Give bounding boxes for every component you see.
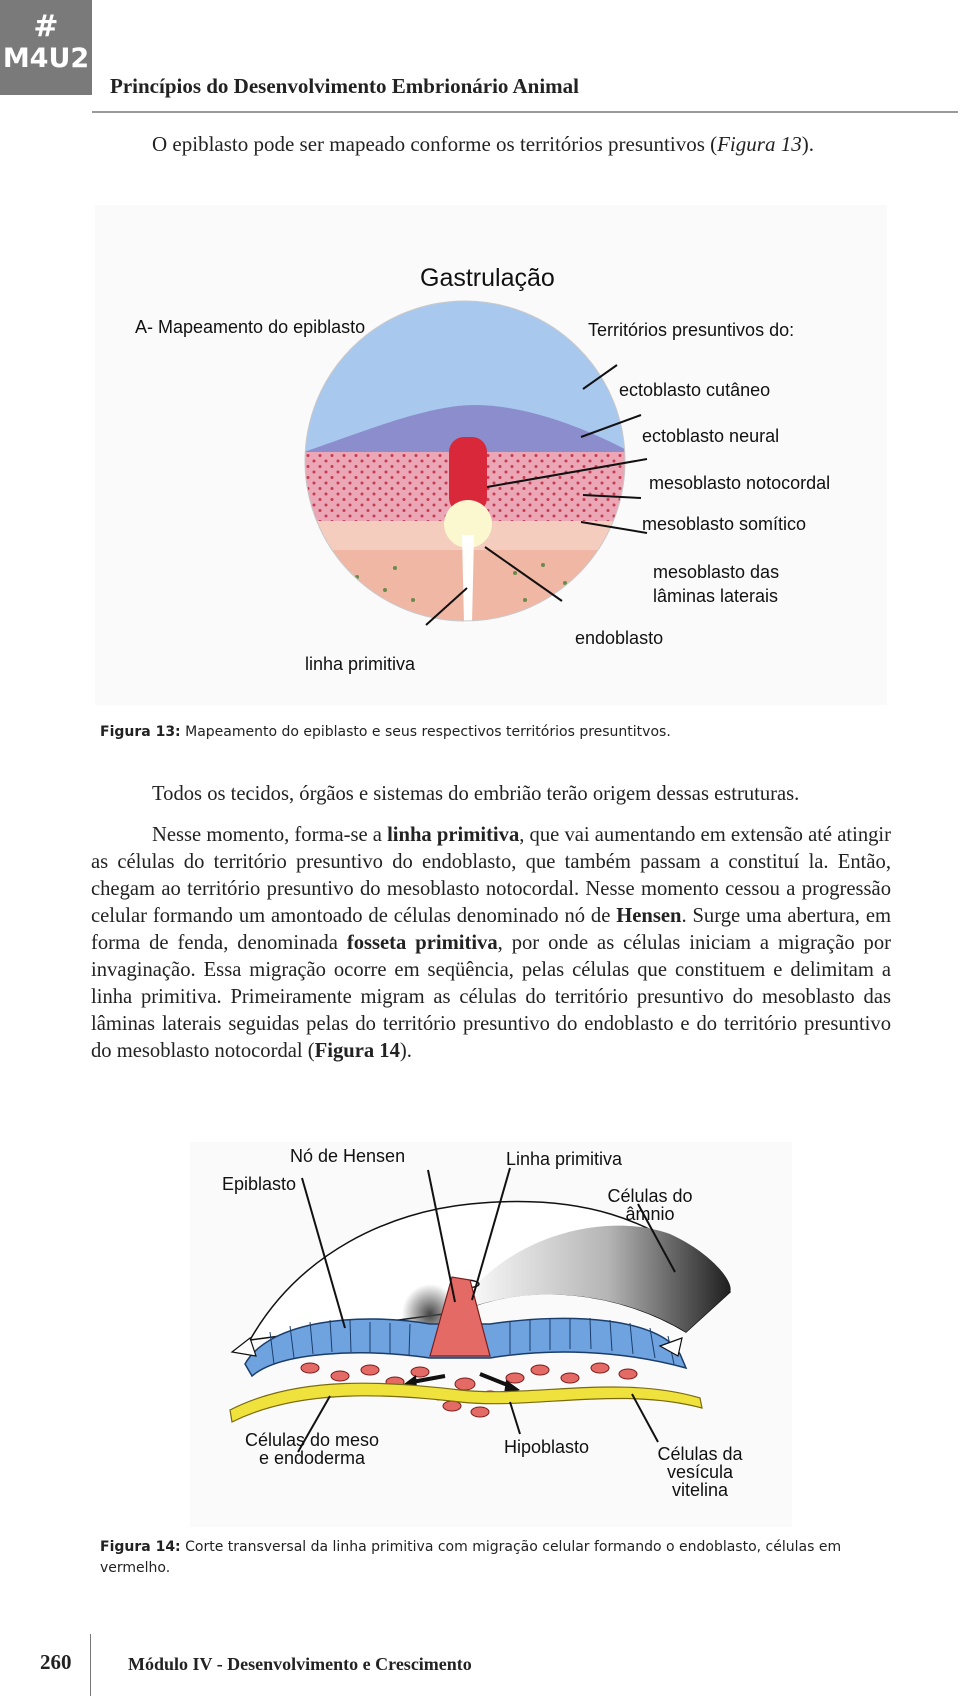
primitive-streak: [462, 535, 474, 623]
term-linha-primitiva: linha primitiva: [387, 824, 520, 846]
label-primitive-streak: linha primitiva: [305, 654, 416, 674]
label-mesoblast-somitic: mesoblasto somítico: [642, 514, 807, 534]
figure-13-title: Gastrulação: [420, 264, 555, 292]
tab-symbol: #: [33, 9, 59, 44]
chapter-title: Princípios do Desenvolvimento Embrionário Animal: [110, 74, 580, 98]
figure-14-caption-text: Corte transversal da linha primitiva com migração celular formando o endoblasto, células em vermelho.: [100, 1539, 842, 1576]
label-meso-endoderm-2: e endoderma: [258, 1448, 366, 1468]
figure-13-caption-label: Figura 13:: [100, 724, 181, 740]
territories-heading: Territórios presuntivos do:: [588, 320, 795, 340]
label-ectoblast-cutaneous: ectoblasto cutâneo: [619, 380, 771, 400]
page-number: 260: [40, 1650, 72, 1674]
intro-sentence: [152, 132, 814, 157]
paragraph-1: [91, 781, 891, 808]
footer-divider: [90, 1634, 91, 1696]
header-divider: [92, 111, 958, 113]
label-amnion-2: âmnio: [625, 1204, 675, 1224]
paragraph-2-part-1: Nesse momento, forma-se a: [152, 824, 388, 846]
label-yolk-sac-2: vesícula: [666, 1462, 734, 1482]
label-mesoblast-notochordal: mesoblasto notocordal: [649, 473, 831, 493]
label-primitive-line: Linha primitiva: [506, 1149, 623, 1169]
paragraph-1-text: Todos os tecidos, órgãos e sistemas do embrião terão origem dessas estruturas.: [152, 783, 800, 805]
intro-text-before: O epiblasto pode ser mapeado conforme os territórios presuntivos (: [152, 132, 718, 156]
figure-13-diagram: [95, 205, 887, 705]
paragraph-2-part-4: , por onde as células iniciam a migração por invaginação. Essa migração ocorre em seqüência, pelas células que constituem e delimitam a linha primitiva. Primeiramente migram as células do território presuntivo do mesoblasto das lâminas laterais seguidas pelas do território presuntivo do endoblasto e do território presuntivo do mesoblasto notocordal (: [91, 932, 891, 1062]
figure-14-reference: Figura 14: [314, 1040, 400, 1062]
label-hypoblast: Hipoblasto: [504, 1437, 590, 1457]
paragraph-2: [91, 822, 891, 1065]
figure-13-caption: [100, 722, 890, 743]
paragraph-2-part-5: ).: [399, 1040, 412, 1062]
figure-14-caption-label: Figura 14:: [100, 1539, 181, 1555]
tab-code: M4U2: [2, 43, 90, 74]
intro-figure-ref: Figura 13: [717, 132, 802, 156]
term-hensen: Hensen: [616, 905, 682, 927]
label-hensen-node: Nó de Hensen: [290, 1146, 406, 1166]
label-epiblast: Epiblasto: [222, 1174, 297, 1194]
figure-14-caption: [100, 1537, 890, 1579]
label-ectoblast-neural: ectoblasto neural: [642, 426, 780, 446]
label-mesoblast-lateral-2: lâminas laterais: [653, 586, 779, 606]
label-endoblast: endoblasto: [575, 628, 664, 648]
paragraph-2-part-3: . Surge uma abertura, em forma de fenda, denominada: [91, 905, 891, 954]
footer-module-title: Módulo IV - Desenvolvimento e Crescimento: [128, 1654, 472, 1674]
figure-13-caption-text: Mapeamento do epiblasto e seus respectivos territórios presuntitvos.: [180, 724, 671, 740]
term-fosseta-primitiva: fosseta primitiva: [346, 932, 498, 954]
paragraph-2-part-2: , que vai aumentando em extensão até atingir as células do território presuntivo do endoblasto, que também passam a constituí la. Então, chegam ao território presuntivo do mesoblasto notocordal. Nesse momento cessou a progressão celular formando um amontoado de células denominado nó de: [91, 824, 891, 927]
label-meso-endoderm-1: Células do meso: [244, 1430, 380, 1450]
module-tab: [0, 0, 92, 95]
label-mesoblast-lateral-1: mesoblasto das: [653, 562, 780, 582]
label-yolk-sac-1: Células da: [657, 1444, 743, 1464]
intro-text-after: ).: [801, 132, 814, 156]
figure-14-diagram: [190, 1142, 792, 1527]
label-yolk-sac-3: vitelina: [671, 1480, 729, 1500]
label-amnion-1: Células do: [607, 1186, 693, 1206]
epiblast-mapping-label: A- Mapeamento do epiblasto: [135, 317, 366, 337]
